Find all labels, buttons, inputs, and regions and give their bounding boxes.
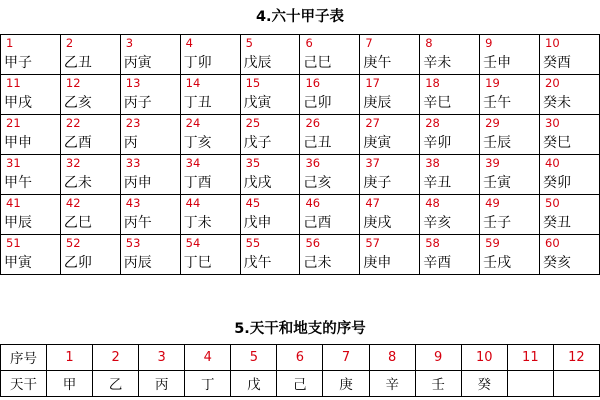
column-header-number: 8: [369, 344, 415, 370]
jiazi-ganzhi: 辛未: [423, 55, 452, 71]
jiazi-ganzhi: 壬寅: [483, 175, 512, 191]
jiazi-cell: [180, 194, 240, 234]
jiazi-index: 43: [125, 195, 141, 210]
jiazi-cell: [120, 234, 180, 274]
jiazi-index: 26: [305, 115, 321, 130]
jiazi-index: 38: [425, 155, 440, 170]
jiazi-index: 37: [365, 155, 380, 170]
jiazi-cell: [420, 154, 480, 194]
jiazi-cell: [360, 114, 420, 154]
jiazi-ganzhi: 癸巳: [543, 135, 572, 151]
jiazi-ganzhi: 壬辰: [483, 135, 512, 151]
tiangan-cell: [507, 370, 553, 396]
jiazi-index: 2: [65, 35, 74, 50]
jiazi-ganzhi: 丙: [123, 135, 138, 151]
jiazi-index: 48: [425, 195, 440, 210]
jiazi-cell: [1, 234, 61, 274]
jiazi-cell: [240, 114, 300, 154]
jiazi-ganzhi: 丙子: [123, 95, 152, 111]
tiangan-cell: 庚: [323, 370, 369, 396]
row-header-tiangan: 天干: [1, 370, 47, 396]
jiazi-ganzhi: 己卯: [303, 95, 332, 111]
jiazi-cell: [540, 74, 600, 114]
jiazi-ganzhi: 戊子: [243, 135, 272, 151]
jiazi-cell: [180, 34, 240, 74]
jiazi-cell: [480, 234, 540, 274]
jiazi-cell: [540, 154, 600, 194]
jiazi-cell: [420, 114, 480, 154]
table-row: [1, 114, 600, 154]
jiazi-index: 16: [305, 75, 321, 90]
jiazi-index: 13: [125, 75, 141, 90]
jiazi-index: 56: [305, 235, 321, 250]
jiazi-cell: [240, 234, 300, 274]
jiazi-index: 35: [245, 155, 261, 170]
jiazi-index: 22: [65, 115, 81, 130]
jiazi-cell: [540, 34, 600, 74]
column-header-number: 12: [553, 344, 599, 370]
jiazi-cell: [360, 194, 420, 234]
jiazi-ganzhi: 壬午: [483, 95, 512, 111]
jiazi-index: 24: [185, 115, 201, 130]
jiazi-cell: [1, 34, 61, 74]
tiangan-cell: 壬: [415, 370, 461, 396]
jiazi-index: 51: [6, 235, 21, 250]
jiazi-ganzhi: 甲戌: [4, 95, 32, 111]
jiazi-cell: [180, 74, 240, 114]
jiazi-index: 34: [185, 155, 201, 170]
jiazi-cell: [480, 194, 540, 234]
jiazi-index: 27: [365, 115, 380, 130]
jiazi-index: 20: [545, 75, 560, 90]
section-title-jiazi: 4.六十甲子表: [255, 9, 345, 25]
jiazi-index: 33: [125, 155, 141, 170]
jiazi-ganzhi: 辛巳: [423, 95, 452, 111]
jiazi-index: 17: [365, 75, 380, 90]
jiazi-cell: [360, 34, 420, 74]
jiazi-index: 45: [245, 195, 261, 210]
tiangan-cell: 己: [277, 370, 323, 396]
jiazi-cell: [480, 154, 540, 194]
jiazi-cell: [60, 194, 120, 234]
jiazi-index: 7: [365, 35, 373, 50]
jiazi-cell: [60, 114, 120, 154]
jiazi-ganzhi: 戊戌: [243, 175, 272, 191]
jiazi-ganzhi: 甲子: [4, 55, 32, 71]
jiazi-cell: [360, 234, 420, 274]
jiazi-cell: [180, 234, 240, 274]
tiangan-cell: 戊: [231, 370, 277, 396]
jiazi-ganzhi: 癸未: [543, 95, 572, 111]
jiazi-cell: [300, 34, 360, 74]
jiazi-index: 4: [185, 35, 193, 50]
jiazi-index: 46: [305, 195, 321, 210]
jiazi-cell: [360, 154, 420, 194]
jiazi-ganzhi: 戊申: [243, 215, 272, 231]
jiazi-ganzhi: 庚申: [363, 255, 392, 271]
jiazi-ganzhi: 癸丑: [543, 215, 572, 231]
jiazi-index: 9: [485, 35, 493, 50]
jiazi-cell: [1, 74, 61, 114]
jiazi-cell: [420, 234, 480, 274]
jiazi-cell: [300, 74, 360, 114]
table-row: [1, 370, 600, 396]
tiangan-cell: 丙: [139, 370, 185, 396]
jiazi-cell: [540, 194, 600, 234]
jiazi-cell: [60, 34, 120, 74]
jiazi-ganzhi: 己丑: [303, 135, 332, 151]
jiazi-index: 8: [425, 35, 433, 50]
jiazi-index: 23: [125, 115, 141, 130]
jiazi-ganzhi: 壬申: [483, 55, 512, 71]
jiazi-index: 40: [545, 155, 560, 170]
section-title-order: 5.天干和地支的序号: [234, 321, 366, 337]
jiazi-ganzhi: 庚戌: [363, 215, 392, 231]
jiazi-cell: [360, 74, 420, 114]
sixty-jiazi-table: [0, 34, 600, 275]
jiazi-index: 10: [545, 35, 560, 50]
jiazi-ganzhi: 乙丑: [63, 55, 92, 71]
jiazi-cell: [240, 194, 300, 234]
tiangan-cell: 癸: [461, 370, 507, 396]
table-row: [1, 234, 600, 274]
jiazi-index: 14: [185, 75, 201, 90]
jiazi-ganzhi: 丁未: [183, 215, 212, 231]
tiangan-cell: 辛: [369, 370, 415, 396]
jiazi-index: 1: [6, 35, 14, 50]
jiazi-ganzhi: 乙卯: [63, 255, 92, 271]
jiazi-index: 12: [65, 75, 81, 90]
order-table-body: [1, 344, 600, 396]
jiazi-index: 15: [245, 75, 261, 90]
jiazi-cell: [120, 154, 180, 194]
jiazi-cell: [60, 74, 120, 114]
jiazi-ganzhi: 庚辰: [363, 95, 392, 111]
jiazi-cell: [480, 34, 540, 74]
column-header-number: 7: [323, 344, 369, 370]
jiazi-ganzhi: 乙未: [63, 175, 92, 191]
jiazi-ganzhi: 癸亥: [543, 255, 572, 271]
jiazi-index: 58: [425, 235, 440, 250]
jiazi-cell: [60, 154, 120, 194]
jiazi-cell: [300, 194, 360, 234]
jiazi-cell: [300, 154, 360, 194]
jiazi-ganzhi: 庚寅: [363, 135, 392, 151]
column-header-number: 11: [507, 344, 553, 370]
gan-zhi-order-table: [0, 344, 600, 397]
jiazi-index: 54: [185, 235, 201, 250]
jiazi-ganzhi: 辛丑: [423, 175, 452, 191]
jiazi-cell: [180, 154, 240, 194]
jiazi-cell: [1, 194, 61, 234]
jiazi-index: 50: [545, 195, 560, 210]
jiazi-ganzhi: 庚午: [363, 55, 392, 71]
jiazi-index: 49: [485, 195, 500, 210]
jiazi-cell: [240, 34, 300, 74]
jiazi-ganzhi: 乙巳: [63, 215, 92, 231]
jiazi-ganzhi: 丙寅: [123, 55, 152, 71]
jiazi-index: 55: [245, 235, 261, 250]
gan-zhi-order-section: [0, 316, 600, 397]
jiazi-ganzhi: 辛酉: [423, 255, 452, 271]
jiazi-cell: [420, 34, 480, 74]
jiazi-ganzhi: 己亥: [303, 175, 332, 191]
jiazi-index: 47: [365, 195, 380, 210]
jiazi-cell: [540, 114, 600, 154]
column-header-number: 1: [47, 344, 93, 370]
jiazi-index: 41: [6, 195, 21, 210]
jiazi-ganzhi: 丙辰: [123, 255, 152, 271]
jiazi-ganzhi: 丁酉: [183, 175, 212, 191]
jiazi-index: 19: [485, 75, 500, 90]
jiazi-index: 42: [65, 195, 81, 210]
jiazi-ganzhi: 丁亥: [183, 135, 212, 151]
column-header-number: 5: [231, 344, 277, 370]
jiazi-cell: [180, 114, 240, 154]
jiazi-cell: [540, 234, 600, 274]
column-header-number: 4: [185, 344, 231, 370]
column-header-number: 10: [461, 344, 507, 370]
table-row: [1, 34, 600, 74]
jiazi-cell: [240, 74, 300, 114]
jiazi-cell: [120, 74, 180, 114]
jiazi-ganzhi: 乙亥: [63, 95, 92, 111]
jiazi-cell: [420, 194, 480, 234]
jiazi-ganzhi: 己酉: [303, 215, 332, 231]
jiazi-ganzhi: 戊午: [243, 255, 272, 271]
jiazi-cell: [480, 74, 540, 114]
jiazi-index: 32: [65, 155, 81, 170]
jiazi-index: 18: [425, 75, 440, 90]
jiazi-ganzhi: 辛亥: [423, 215, 452, 231]
jiazi-index: 28: [425, 115, 440, 130]
tiangan-cell: 丁: [185, 370, 231, 396]
jiazi-index: 53: [125, 235, 141, 250]
jiazi-ganzhi: 甲寅: [4, 255, 32, 271]
jiazi-ganzhi: 辛卯: [423, 135, 452, 151]
jiazi-cell: [480, 114, 540, 154]
jiazi-index: 36: [305, 155, 321, 170]
table-header-row: [1, 344, 600, 370]
jiazi-ganzhi: 癸酉: [543, 55, 572, 71]
jiazi-index: 5: [245, 35, 253, 50]
jiazi-ganzhi: 庚子: [363, 175, 392, 191]
jiazi-ganzhi: 壬戌: [483, 255, 512, 271]
jiazi-index: 31: [6, 155, 21, 170]
jiazi-index: 44: [185, 195, 201, 210]
tiangan-cell: [553, 370, 599, 396]
jiazi-ganzhi: 丁卯: [183, 55, 212, 71]
jiazi-cell: [420, 74, 480, 114]
jiazi-ganzhi: 壬子: [483, 215, 512, 231]
jiazi-index: 25: [245, 115, 261, 130]
tiangan-cell: 乙: [93, 370, 139, 396]
jiazi-cell: [240, 154, 300, 194]
jiazi-cell: [120, 194, 180, 234]
column-header-number: 6: [277, 344, 323, 370]
column-header-number: 9: [415, 344, 461, 370]
table-row: [1, 74, 600, 114]
jiazi-ganzhi: 丁巳: [183, 255, 212, 271]
jiazi-index: 60: [545, 235, 560, 250]
jiazi-ganzhi: 乙酉: [63, 135, 92, 151]
column-header-index: 序号: [1, 344, 47, 370]
tiangan-cell: 甲: [47, 370, 93, 396]
jiazi-index: 39: [485, 155, 500, 170]
column-header-number: 3: [139, 344, 185, 370]
jiazi-ganzhi: 己巳: [303, 55, 332, 71]
column-header-number: 2: [93, 344, 139, 370]
table-row: [1, 194, 600, 234]
jiazi-index: 3: [125, 35, 134, 50]
jiazi-ganzhi: 丁丑: [183, 95, 212, 111]
jiazi-ganzhi: 己未: [303, 255, 332, 271]
jiazi-ganzhi: 戊寅: [243, 95, 272, 111]
table-row: [1, 154, 600, 194]
jiazi-table-body: [1, 34, 600, 274]
jiazi-cell: [300, 114, 360, 154]
jiazi-ganzhi: 戊辰: [243, 55, 272, 71]
jiazi-ganzhi: 丙午: [123, 215, 152, 231]
jiazi-index: 57: [365, 235, 380, 250]
jiazi-index: 29: [485, 115, 500, 130]
jiazi-cell: [120, 114, 180, 154]
jiazi-ganzhi: 甲午: [4, 175, 32, 191]
jiazi-cell: [120, 34, 180, 74]
jiazi-cell: [1, 114, 61, 154]
jiazi-ganzhi: 丙申: [123, 175, 152, 191]
jiazi-index: 11: [6, 75, 21, 90]
jiazi-cell: [60, 234, 120, 274]
jiazi-ganzhi: 癸卯: [543, 175, 572, 191]
jiazi-index: 59: [485, 235, 500, 250]
jiazi-cell: [300, 234, 360, 274]
jiazi-index: 21: [6, 115, 21, 130]
jiazi-index: 30: [545, 115, 560, 130]
jiazi-ganzhi: 甲申: [4, 135, 32, 151]
section-divider: [0, 300, 600, 316]
jiazi-index: 6: [305, 35, 313, 50]
jiazi-index: 52: [65, 235, 81, 250]
jiazi-ganzhi: 甲辰: [4, 215, 32, 231]
jiazi-cell: [1, 154, 61, 194]
